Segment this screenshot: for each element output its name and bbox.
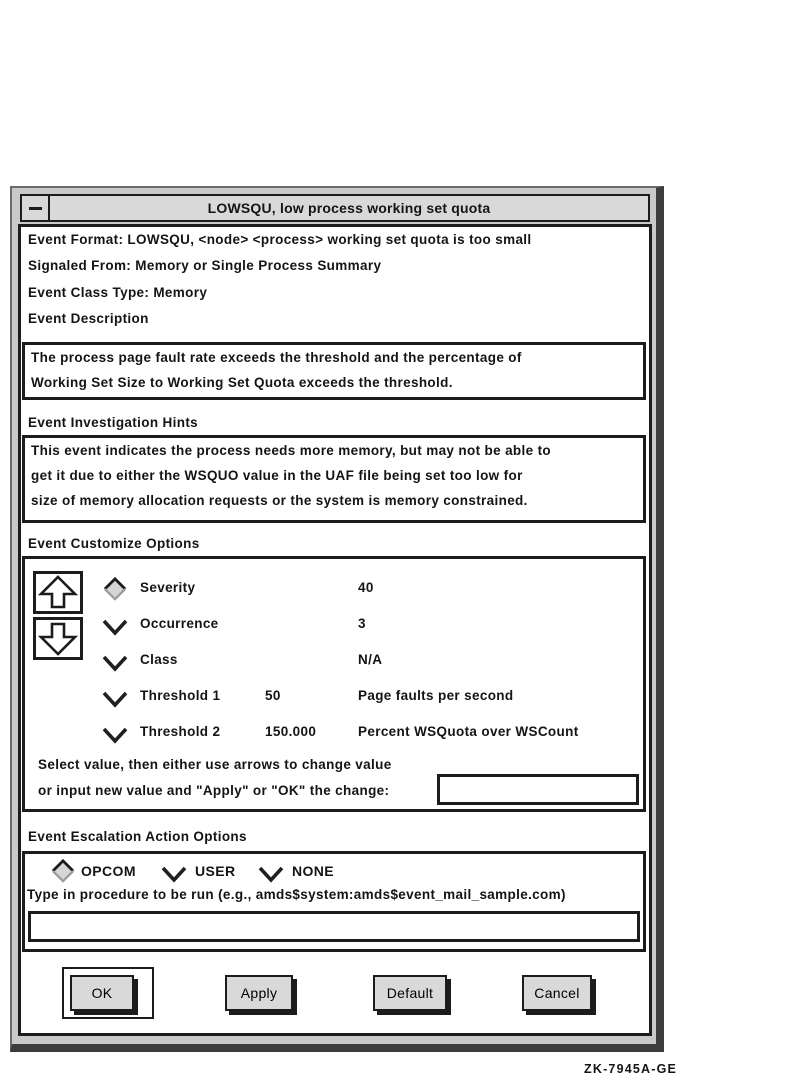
figure-id: ZK-7945A-GE [584, 1062, 678, 1076]
customize-options-box [22, 556, 646, 812]
procedure-input[interactable] [28, 911, 640, 942]
chevron-down-icon [161, 866, 187, 883]
row-label: Threshold 2 [140, 724, 221, 739]
row-label: Severity [140, 580, 196, 595]
value-input[interactable] [437, 774, 639, 805]
event-format-line: Event Format: LOWSQU, <node> <process> working set quota is too small [28, 232, 532, 247]
hints-line: This event indicates the process needs more memory, but may not be able to [31, 443, 552, 458]
procedure-hint-line: Type in procedure to be run (e.g., amds$system:amds$event_mail_sample.com) [27, 887, 566, 902]
cancel-button[interactable]: Cancel [522, 975, 592, 1011]
select-value-hint-line: Select value, then either use arrows to change value [38, 757, 392, 772]
minimize-button[interactable] [22, 196, 50, 220]
minimize-icon [29, 207, 42, 210]
opcom-radio[interactable] [51, 859, 79, 885]
occurrence-radio[interactable] [101, 613, 129, 639]
down-arrow-icon [37, 621, 79, 656]
increase-value-button[interactable] [33, 571, 83, 614]
hints-line: get it due to either the WSQUO value in the UAF file being set too low for [31, 468, 523, 483]
select-value-hint-line: or input new value and "Apply" or "OK" the change: [38, 783, 390, 798]
signaled-from-line: Signaled From: Memory or Single Process Summary [28, 258, 382, 273]
escalation-options-box [22, 851, 646, 952]
up-arrow-icon [37, 575, 79, 610]
class-radio[interactable] [101, 649, 129, 675]
description-line: Working Set Size to Working Set Quota exceeds the threshold. [31, 375, 453, 390]
dialog-content [18, 224, 652, 1036]
severity-radio[interactable] [101, 577, 129, 603]
row-value: 50 [265, 688, 281, 703]
row-label: Class [140, 652, 178, 667]
event-description-label: Event Description [28, 311, 149, 326]
window-title: LOWSQU, low process working set quota [207, 200, 491, 216]
titlebar[interactable] [20, 194, 650, 222]
none-label: NONE [292, 863, 335, 879]
investigation-hints-box [22, 435, 646, 523]
threshold-2-radio[interactable] [101, 721, 129, 747]
escalation-options-label: Event Escalation Action Options [28, 829, 247, 844]
default-button[interactable]: Default [373, 975, 447, 1011]
opcom-label: OPCOM [81, 863, 136, 879]
chevron-down-icon [102, 691, 128, 708]
row-unit: Page faults per second [358, 688, 514, 703]
user-label: USER [195, 863, 236, 879]
chevron-down-icon [102, 655, 128, 672]
row-display-value: 40 [358, 580, 374, 595]
chevron-down-icon [258, 866, 284, 883]
event-customization-window [10, 186, 664, 1052]
row-unit: Percent WSQuota over WSCount [358, 724, 579, 739]
row-label: Occurrence [140, 616, 219, 631]
customize-row-threshold-1 [101, 685, 641, 711]
customize-row-class [101, 649, 641, 675]
selected-radio-icon [103, 577, 127, 601]
chevron-down-icon [102, 619, 128, 636]
customize-row-threshold-2 [101, 721, 641, 747]
hints-line: size of memory allocation requests or the system is memory constrained. [31, 493, 528, 508]
row-value: 150.000 [265, 724, 317, 739]
row-display-value: N/A [358, 652, 383, 667]
chevron-down-icon [102, 727, 128, 744]
apply-button[interactable]: Apply [225, 975, 293, 1011]
description-line: The process page fault rate exceeds the threshold and the percentage of [31, 350, 522, 365]
decrease-value-button[interactable] [33, 617, 83, 660]
customize-options-label: Event Customize Options [28, 536, 200, 551]
selected-radio-icon [51, 859, 75, 883]
customize-row-severity [101, 577, 641, 603]
event-class-type-line: Event Class Type: Memory [28, 285, 208, 300]
investigation-hints-label: Event Investigation Hints [28, 415, 199, 430]
customize-row-occurrence [101, 613, 641, 639]
threshold-1-radio[interactable] [101, 685, 129, 711]
row-label: Threshold 1 [140, 688, 221, 703]
ok-button[interactable]: OK [70, 975, 134, 1011]
event-description-box [22, 342, 646, 400]
row-display-value: 3 [358, 616, 366, 631]
